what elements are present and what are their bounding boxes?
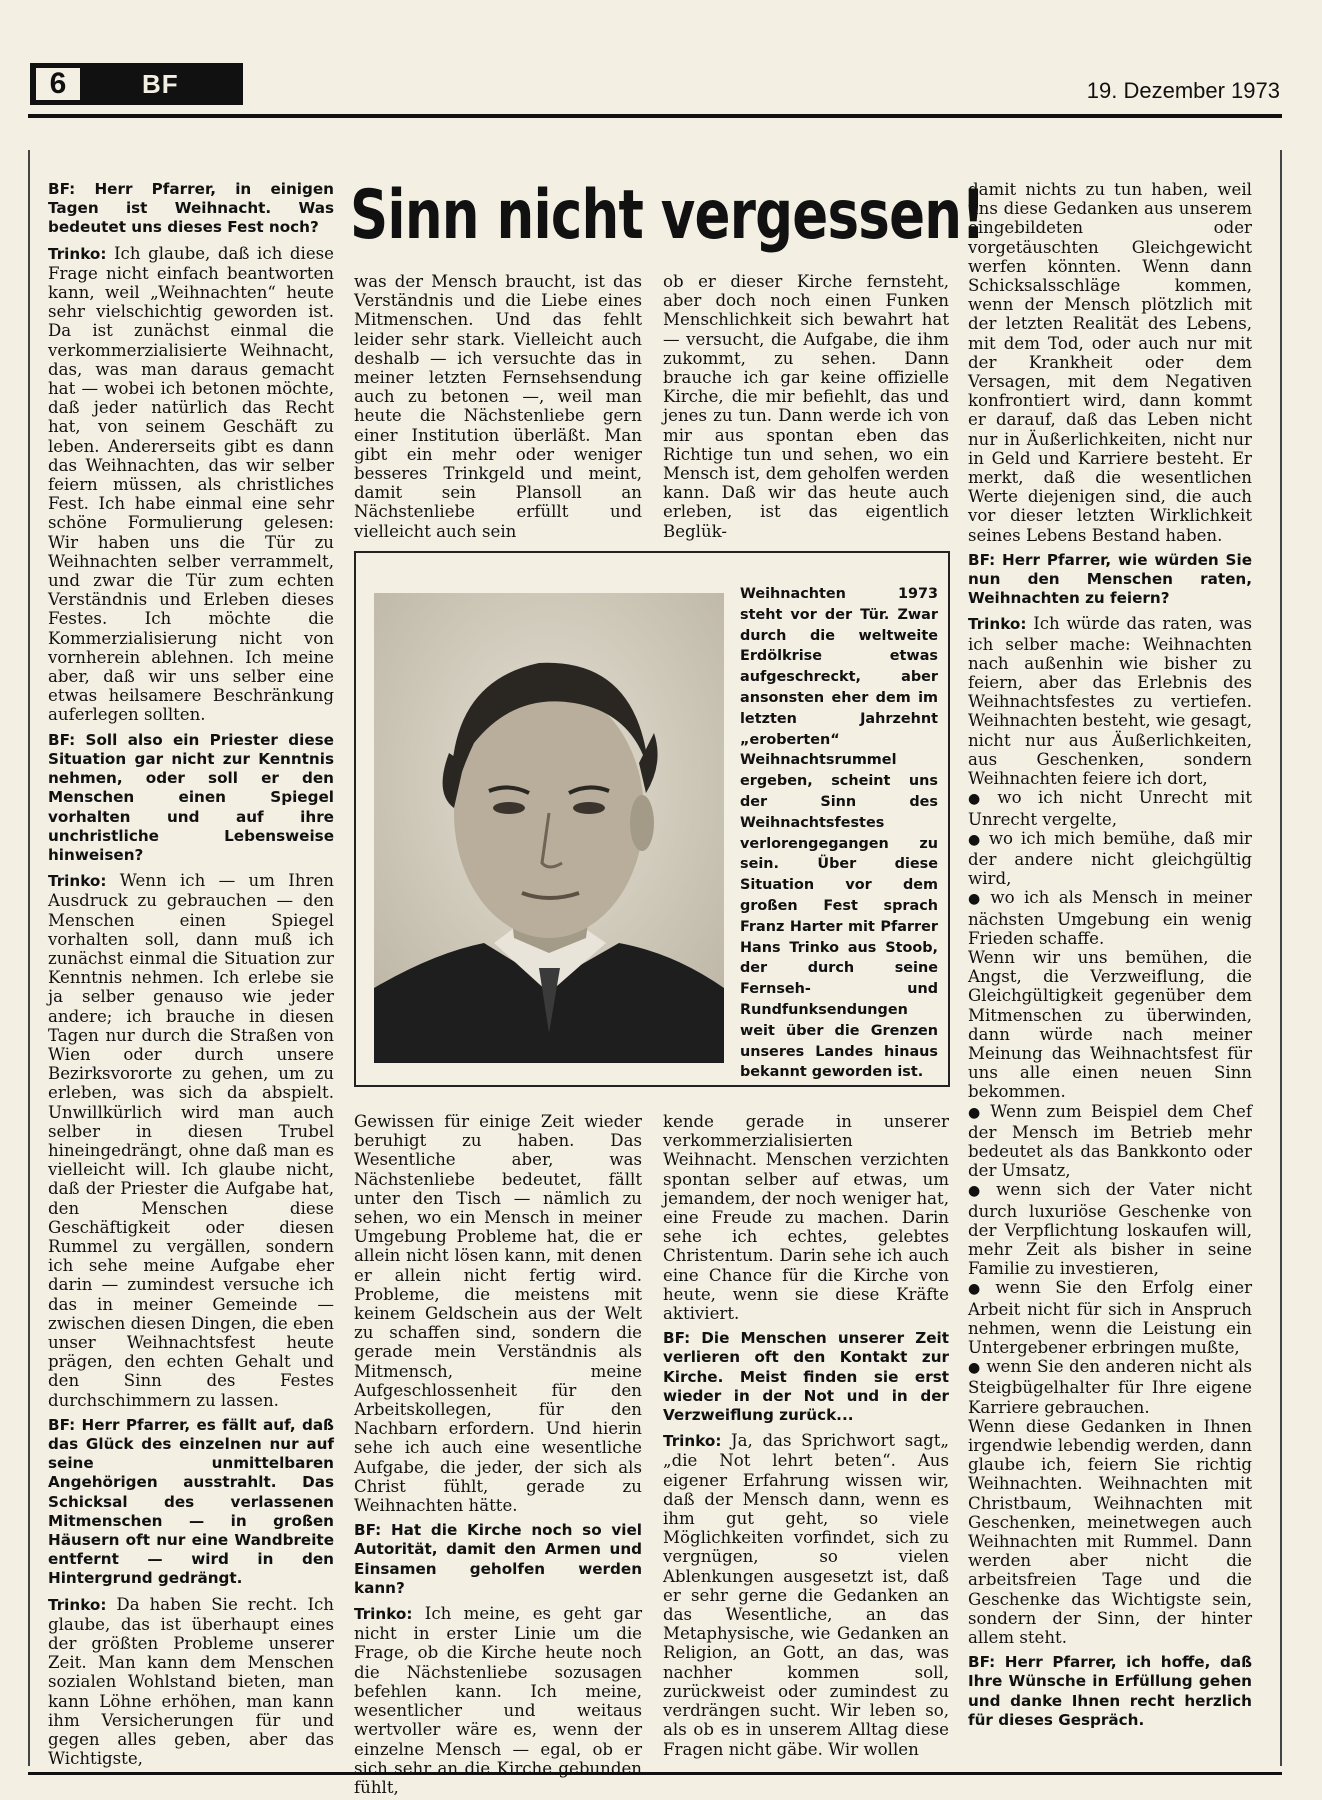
page-number-block <box>30 63 243 105</box>
column-4 <box>968 180 1252 1736</box>
bullet-item: ● wo ich mich bemühe, daß mir der andere nicht gleichgültig wird, <box>968 829 1252 889</box>
column-3-top-text: ob er dieser Kirche fernsteht, aber doch noch einen Funken Menschlichkeit sich bewahrt hat — versucht, die Aufgabe, die ihm zukommt, zu sehen. Dann brauche ich gar keine offizielle Kirche, die mir befiehlt, das und jenes zu tun. Dann werde ich von mir aus spontan eben das Richtige tun und sehen, wo ein Mensch ist, dem geholfen werden kann. Daß wir das heute auch erleben, ist das eigentlich Beglük- <box>663 272 949 541</box>
question-5: BF: Die Menschen unserer Zeit verlieren oft den Kontakt zur Kirche. Meist finden sie erst wieder in der Not und in der Verzweiflung zurück... <box>663 1329 949 1425</box>
column-4-paragraph-1: damit nichts zu tun haben, weil uns diese Gedanken aus unserem eingebildeten oder vorgetäuschten Gleichgewicht werfen könnten. Wenn dann Schicksalsschläge kommen, wenn der Mensch plötzlich mit der letzten Realität des Lebens, mit dem Tod, oder auch nur mit der Krankheit oder dem Versagen, mit dem Negativen konfrontiert wird, dann kommt er darauf, daß das Leben nicht nur in Äußerlichkeiten, nicht nur in Geld und Karriere besteht. Er merkt, daß die wesentlichen Werte diejenigen sind, die auch vor dieser letzten Wirklichkeit seines Lebens Bestand haben. <box>968 180 1252 545</box>
answer-4 <box>354 1604 642 1797</box>
answer-5 <box>663 1431 949 1758</box>
answer-6 <box>968 614 1252 788</box>
bullet-item: ● wo ich als Mensch in meiner nächsten Umgebung ein wenig Frieden schaffe. <box>968 888 1252 948</box>
bullet-item: ● wo ich nicht Unrecht mit Unrecht vergelte, <box>968 788 1252 828</box>
frame-right <box>1280 150 1282 1766</box>
column-3-bottom <box>663 1112 949 1759</box>
bullet-item: ● Wenn zum Beispiel dem Chef der Mensch im Betrieb mehr bedeutet als das Bankkonto oder der Umsatz, <box>968 1102 1252 1181</box>
photo-caption: Weihnachten 1973 steht vor der Tür. Zwar durch die weltweite Erdölkrise etwas aufgeschreckt, aber ansonsten eher dem im letzten Jahrzehnt „eroberten“ Weihnachtsrummel ergeben, scheint uns der Sinn des Weihnachtsfestes verlorengegangen zu sein. Über diese Situation vor dem großen Fest sprach Franz Harter mit Pfarrer Hans Trinko aus Stoob, der durch seine Fernseh- und Rundfunksendungen weit über die Grenzen unseres Landes hinaus bekannt geworden ist. <box>740 586 938 1081</box>
speaker-label: Trinko: <box>48 1595 107 1614</box>
answer-6-text: Ich würde das raten, was ich selber mache: Weihnachten nach außenhin wie bisher zu feiern, aber das Erlebnis des Weihnachtsfestes zu vertiefen. Weihnachten besteht, wie gesagt, nicht nur aus Äußerlichkeiten, aus Geschenken, sondern Weihnachten feiere ich dort, <box>968 614 1252 789</box>
column-2-paragraph: Gewissen für einige Zeit wieder beruhigt zu haben. Das Wesentliche aber, was Nächstenliebe bedeutet, fällt unter den Tisch — nämlich zu sehen, wo ein Mensch in meiner Umgebung Probleme hat, die er allein nicht lösen kann, mit denen er allein nicht fertig wird. Probleme, die meistens mit keinem Geldschein aus der Welt zu schaffen sind, sondern die gerade mein Verständnis als Mitmensch, meine Aufgeschlossenheit für den Arbeitskollegen, für den Nachbarn erfordern. Und hierin sehe ich auch eine wesentliche Aufgabe, die jeder, der sich als Christ fühlt, gerade zu Weihnachten hätte. <box>354 1112 642 1516</box>
issue-date: 19. Dezember 1973 <box>1086 78 1280 103</box>
portrait-photo <box>374 593 724 1063</box>
speaker-label: Trinko: <box>48 872 107 891</box>
question-3: BF: Herr Pfarrer, es fällt auf, daß das Glück des einzelnen nur auf seine unmittelbaren Angehörigen ausstrahlt. Das Schicksal des verlassenen Mitmenschen — in großen Häusern oft nur eine Wandbreite entfernt — wird in den Hintergrund gedrängt. <box>48 1415 334 1588</box>
answer-3-text: Da haben Sie recht. Ich glaube, das ist überhaupt eines der größten Probleme unserer Zeit. Man kann dem Menschen sozialen Wohlstand bieten, man kann Löhne erhöhen, man kann ihm Versicherungen für und gegen alles geben, aber das Wichtigste, <box>48 1594 334 1769</box>
column-4-paragraph-3: Wenn diese Gedanken in Ihnen irgendwie lebendig werden, dann glaube ich, feiern Sie richtig Weihnachten. Weihnachten mit Christbaum, Weihnachten mit Geschenken, meinetwegen auch Weihnachten mit Rummel. Dann werden aber nicht die arbeitsfreien Tage und die Geschenke das Wichtigste sein, sondern der Sinn, der hinter allem steht. <box>968 1416 1252 1648</box>
question-4: BF: Hat die Kirche noch so viel Autorität, damit den Armen und Einsamen geholfen werden kann? <box>354 1521 642 1597</box>
speaker-label: Trinko: <box>968 615 1027 634</box>
question-1: BF: Herr Pfarrer, in einigen Tagen ist Weihnacht. Was bedeutet uns dieses Fest noch? <box>48 180 334 237</box>
frame-left <box>28 150 30 1766</box>
footer-rule <box>28 1772 1282 1775</box>
column-2-top <box>354 272 642 541</box>
question-6: BF: Herr Pfarrer, wie würden Sie nun den Menschen raten, Weihnachten zu feiern? <box>968 550 1252 608</box>
bullet-item: ● wenn sich der Vater nicht durch luxuriöse Geschenke von der Verpflichtung loskaufen will, mehr Zeit als bisher in seine Familie zu investieren, <box>968 1180 1252 1278</box>
column-2-bottom <box>354 1112 642 1797</box>
section-label: BF <box>142 68 179 99</box>
bullet-item: ● wenn Sie den Erfolg einer Arbeit nicht für sich in Anspruch nehmen, wenn die Leistung ein Untergebener erbringen mußte, <box>968 1278 1252 1357</box>
answer-3 <box>48 1595 334 1769</box>
speaker-label: Trinko: <box>354 1605 413 1624</box>
column-4-paragraph-2: Wenn wir uns bemühen, die Angst, die Verzweiflung, die Gleichgültigkeit gegenüber dem Mitmenschen zu überwinden, dann würde nach meiner Meinung das Weihnachtsfest für uns alle einen neuen Sinn bekommen. <box>968 947 1252 1102</box>
column-1 <box>48 180 334 1768</box>
question-2: BF: Soll also ein Priester diese Situation gar nicht zur Kenntnis nehmen, oder soll er den Menschen einen Spiegel vorhalten und auf ihre unchristliche Lebensweise hinweisen? <box>48 730 334 864</box>
page-number: 6 <box>34 66 82 102</box>
speaker-label: Trinko: <box>663 1432 722 1451</box>
answer-1 <box>48 244 334 725</box>
question-7: BF: Herr Pfarrer, ich hoffe, daß Ihre Wünsche in Erfüllung gehen und danke Ihnen recht herzlich für dieses Gespräch. <box>968 1653 1252 1729</box>
column-2-top-text: was der Mensch braucht, ist das Verständnis und die Liebe eines Mitmenschen. Und das fehlt leider sehr stark. Vielleicht auch deshalb — ich versuchte das in meiner letzten Fernsehsendung auch zu betonen —, weil man heute die Nächstenliebe gern einer Institution überläßt. Man gibt ein mehr oder weniger besseres Trinkgeld und meint, damit sein Plansoll an Nächstenliebe erfüllt und vielleicht auch sein <box>354 272 642 541</box>
answer-2 <box>48 871 334 1410</box>
answer-5-text: Ja, das Sprichwort sagt„ „die Not lehrt beten“. Aus eigener Erfahrung wissen wir, daß der Mensch dann, wenn es ihm gut geht, so viele Möglichkeiten vorfindet, sich zu vergnügen, so vielen Ablenkungen ausgesetzt ist, daß er sehr gerne die Gedanken an das Wesentliche, an das Metaphysische, wie Gedanken an Religion, an Gott, an das, was nachher kommen soll, zurückweist oder zumindest zu verdrängen sucht. Wir leben so, als ob es in unserem Alltag diese Fragen nicht gäbe. Wir wollen <box>663 1431 949 1759</box>
portrait-illustration <box>374 593 724 1063</box>
speaker-label: Trinko: <box>48 244 107 263</box>
column-3-top <box>663 272 949 541</box>
answer-4-text: Ich meine, es geht gar nicht in erster Linie um die Frage, ob die Kirche heute noch die Nächstenliebe sozusagen befehlen kann. Ich meine, wesentlicher und weitaus wertvoller wäre es, wenn der einzelne Mensch — egal, ob er sich sehr an die Kirche gebunden fühlt, <box>354 1604 643 1797</box>
headline: Sinn nicht vergessen! <box>350 176 985 255</box>
header-rule <box>28 114 1282 118</box>
answer-2-text: Wenn ich — um Ihren Ausdruck zu gebrauchen — den Menschen einen Spiegel vorhalten soll, dann muß ich zunächst einmal die Situation zur Kenntnis nehmen. Ich erlebe sie ja selber genauso wie jeder andere; ich brauche in diesen Tagen nur durch die Straßen von Wien oder durch unsere Bezirksvororte zu gehen, um zu erleben, was sich da abspielt. Unwillkürlich wird man auch selber in diesen Trubel hineingedrängt, ohne daß man es vielleicht will. Ich glaube nicht, daß der Priester die Aufgabe hat, den Menschen diese Geschäftigkeit oder diesen Rummel zu vergällen, sondern ich sehe meine Aufgabe eher darin — zumindest versuche ich das in meiner Gemeinde — zwischen diesen Dingen, die eben unser Weihnachtsfest heute prägen, den echten Gehalt und den Sinn des Festes durchschimmern zu lassen. <box>48 871 334 1410</box>
bullet-item: ● wenn Sie den anderen nicht als Steigbügelhalter für Ihre eigene Karriere gebrauchen. <box>968 1357 1252 1417</box>
column-3-paragraph: kende gerade in unserer verkommerzialisierten Weihnacht. Menschen verzichten spontan selber auf etwas, um jemandem, der noch weniger hat, eine Freude zu machen. Darin sehe ich echtes, gelebtes Christentum. Darin sehe ich auch eine Chance für die Kirche von heute, wenn sie diese Kräfte aktiviert. <box>663 1112 949 1324</box>
answer-1-text: Ich glaube, daß ich diese Frage nicht einfach beantworten kann, weil „Weihnachten“ heute sehr vielschichtig geworden ist. Da ist zunächst einmal die verkommerzialisierte Weihnacht, das, was man daraus gemacht hat — wobei ich betonen möchte, daß jeder natürlich das Recht hat, von seinem Geschäft zu leben. Andererseits gibt es dann das Weihnachten, das wir selber feiern müssen, als christliches Fest. Ich habe einmal eine sehr schöne Formulierung gelesen: Wir haben uns die Tür zu Weihnachten selber verrammelt, und zwar die Tür zum echten Verständnis und Erleben dieses Festes. Ich möchte die Kommerzialisierung nicht von vornherein ablehnen. Ich meine aber, daß wir uns selber eine etwas heilsamere Beschränkung auferlegen sollten. <box>48 243 334 725</box>
